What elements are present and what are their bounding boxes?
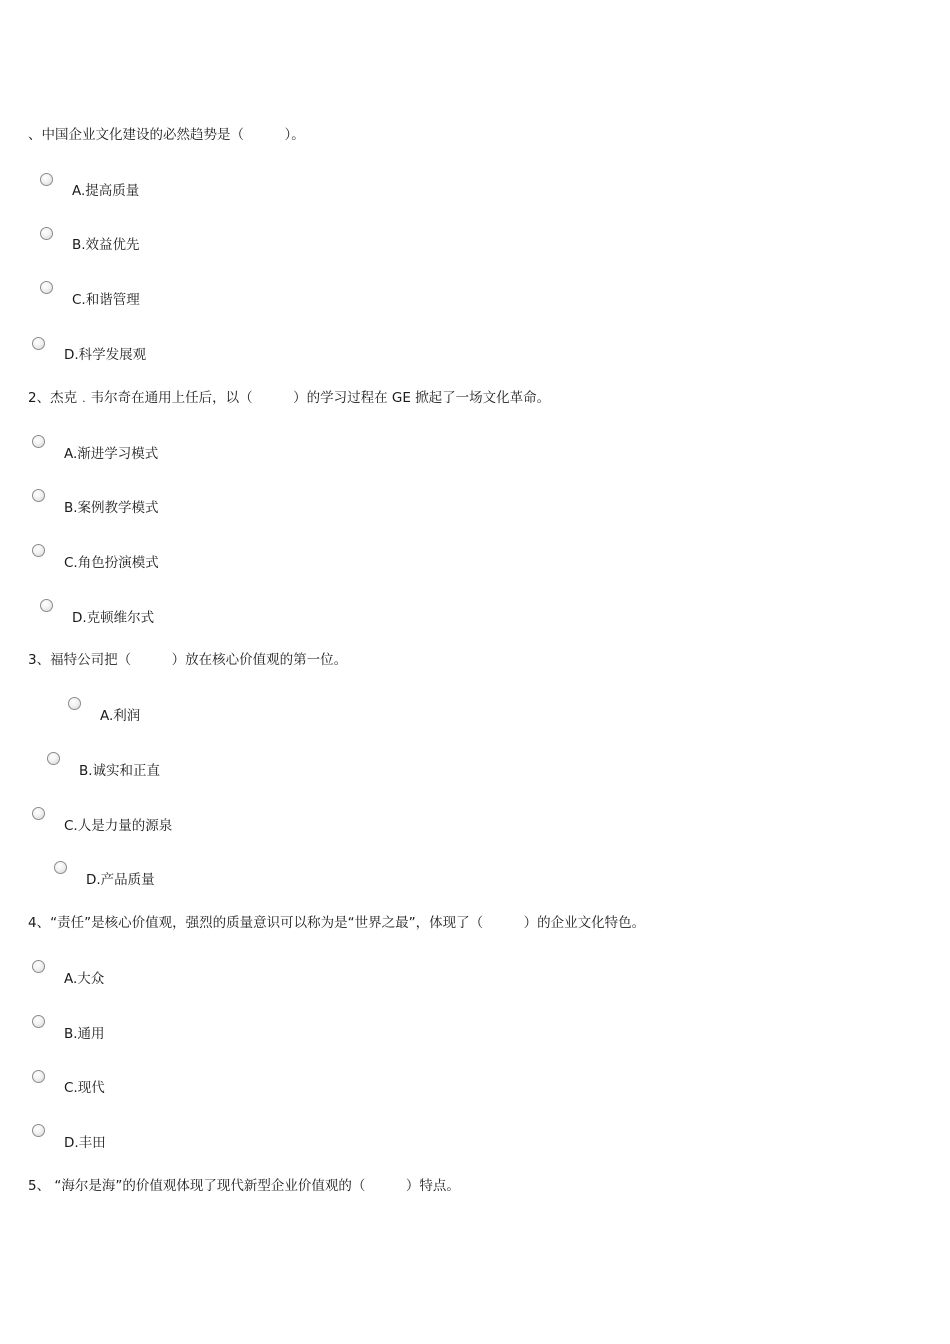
option-q1-a-label: A.提高质量: [72, 183, 140, 199]
question-3-text: 3、福特公司把（ ）放在核心价值观的第一位。: [28, 652, 348, 668]
option-q3-d-label: D.产品质量: [86, 872, 155, 888]
radio-q4-d[interactable]: [32, 1124, 45, 1137]
option-q4-a-label: A.大众: [64, 971, 105, 987]
radio-q3-b[interactable]: [47, 752, 60, 765]
radio-q1-c[interactable]: [40, 281, 53, 294]
question-5-text: 5、 “海尔是海”的价值观体现了现代新型企业价值观的（ ）特点。: [28, 1178, 460, 1194]
option-q2-a-label: A.渐进学习模式: [64, 446, 159, 462]
option-q4-d-label: D.丰田: [64, 1135, 106, 1151]
radio-q4-b[interactable]: [32, 1015, 45, 1028]
radio-q2-d[interactable]: [40, 599, 53, 612]
radio-q2-c[interactable]: [32, 544, 45, 557]
option-q4-c-label: C.现代: [64, 1080, 105, 1096]
option-q1-b-label: B.效益优先: [72, 237, 140, 253]
option-q1-c-label: C.和谐管理: [72, 292, 140, 308]
option-q2-d-label: D.克顿维尔式: [72, 610, 155, 626]
option-q3-c-label: C.人是力量的源泉: [64, 818, 173, 834]
option-q1-d-label: D.科学发展观: [64, 347, 147, 363]
radio-q2-b[interactable]: [32, 489, 45, 502]
radio-q2-a[interactable]: [32, 435, 45, 448]
radio-q3-c[interactable]: [32, 807, 45, 820]
option-q2-c-label: C.角色扮演模式: [64, 555, 159, 571]
option-q4-b-label: B.通用: [64, 1026, 105, 1042]
option-q3-a-label: A.利润: [100, 708, 141, 724]
radio-q3-d[interactable]: [54, 861, 67, 874]
radio-q4-c[interactable]: [32, 1070, 45, 1083]
question-4-text: 4、“责任”是核心价值观，强烈的质量意识可以称为是“世界之最”，体现了（ ）的企业文化特色。: [28, 915, 646, 931]
radio-q1-d[interactable]: [32, 337, 45, 350]
question-1-text: 、中国企业文化建设的必然趋势是（ ）。: [28, 127, 305, 143]
question-2-text: 2、杰克﹒韦尔奇在通用上任后，以（ ）的学习过程在 GE 掀起了一场文化革命。: [28, 390, 551, 406]
radio-q1-a[interactable]: [40, 173, 53, 186]
radio-q3-a[interactable]: [68, 697, 81, 710]
radio-q4-a[interactable]: [32, 960, 45, 973]
option-q2-b-label: B.案例教学模式: [64, 500, 159, 516]
option-q3-b-label: B.诚实和正直: [79, 763, 161, 779]
radio-q1-b[interactable]: [40, 227, 53, 240]
